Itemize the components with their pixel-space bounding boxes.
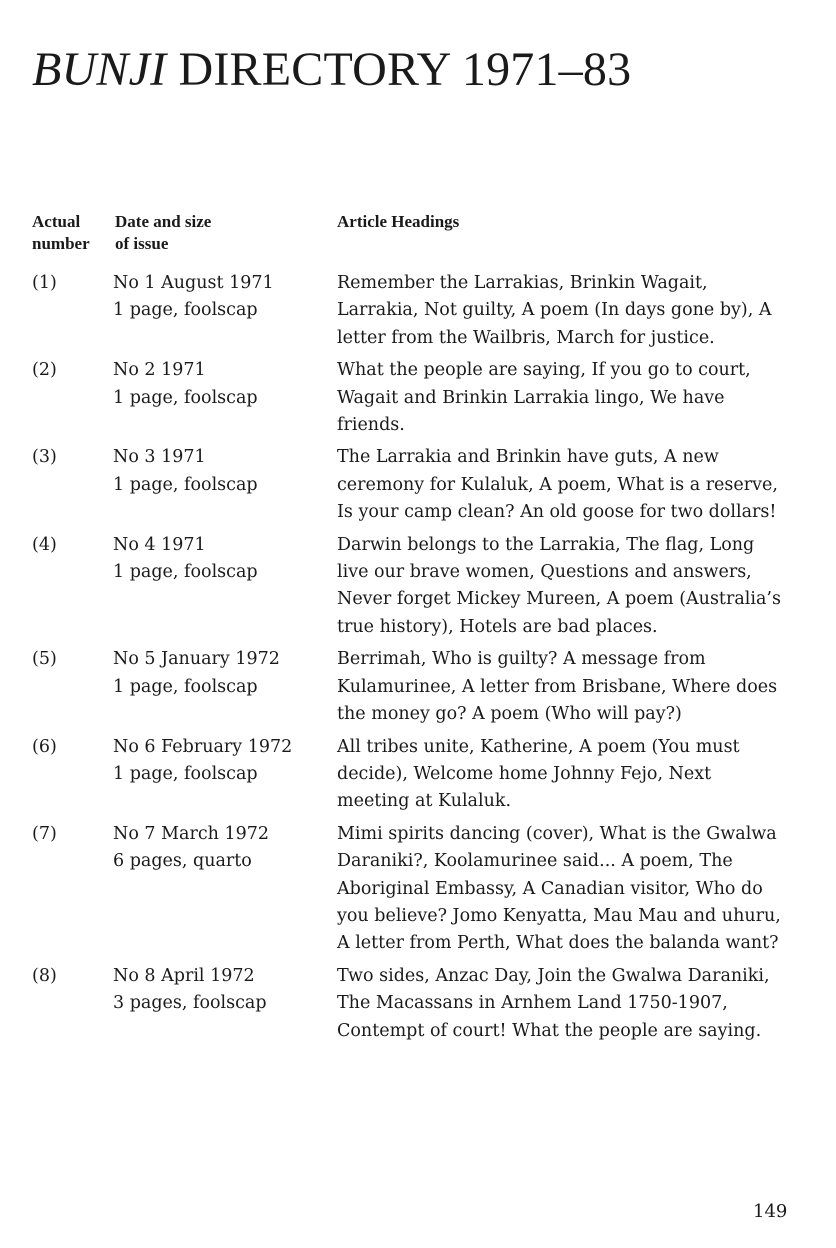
entry-issue-date: No 6 February 1972 <box>113 736 293 757</box>
entry-date-size <box>113 270 337 352</box>
entry-issue-date: No 4 1971 <box>113 534 206 555</box>
entry-date-size <box>113 821 337 958</box>
title-italic-part: BUNJI <box>32 43 167 96</box>
header-actual-number <box>32 211 112 255</box>
entry-date-size <box>113 963 337 1045</box>
entry-article-headings: What the people are saying, If you go to court, Wagait and Brinkin Larrakia lingo, We have friends. <box>337 360 751 436</box>
entry-issue-size: 1 page, foolscap <box>113 474 258 495</box>
entry-issue-size: 6 pages, quarto <box>113 851 252 872</box>
entry-number: (2) <box>32 360 57 381</box>
entry-issue-size: 3 pages, foolscap <box>113 993 267 1014</box>
header-date-size-line1: Date and size <box>115 212 212 231</box>
directory-entry <box>32 821 792 958</box>
entry-number: (4) <box>32 534 57 555</box>
entry-date-size <box>113 532 337 642</box>
entry-issue-size: 1 page, foolscap <box>113 387 258 408</box>
entry-issue-date: No 1 August 1971 <box>113 273 274 293</box>
entry-issue-date: No 2 1971 <box>113 360 206 381</box>
directory-entry <box>32 270 792 352</box>
entry-date-size <box>113 357 337 439</box>
entry-issue-date: No 7 March 1972 <box>113 823 269 844</box>
entry-issue-date: No 5 January 1972 <box>113 649 280 670</box>
entry-number: (3) <box>32 447 57 468</box>
entry-issue-size: 1 page, foolscap <box>113 300 258 321</box>
entry-article-headings: Remember the Larrakias, Brinkin Wagait, Larrakia, Not guilty, A poem (In days gone by), A letter from the Wailbris, March for justice. <box>337 273 772 348</box>
entry-issue-date: No 3 1971 <box>113 447 206 468</box>
header-actual-number-line1: Actual <box>32 212 81 231</box>
entry-article-headings: Two sides, Anzac Day, Join the Gwalwa Daraniki, The Macassans in Arnhem Land 1750-1907, Contempt of court! What the people are saying. <box>337 965 770 1041</box>
header-actual-number-line2: number <box>32 234 90 253</box>
title-main-part: DIRECTORY 1971–83 <box>166 43 632 96</box>
entry-number: (8) <box>32 965 57 986</box>
directory-entries <box>32 270 792 1050</box>
entry-article-headings: Berrimah, Who is guilty? A message from Kulamurinee, A letter from Brisbane, Where does the money go? A poem (Who will pay?) <box>337 649 778 725</box>
entry-article-headings: Darwin belongs to the Larrakia, The flag, Long live our brave women, Questions and answers, Never forget Mickey Mureen, A poem (Australia’s true history), Hotels are bad places. <box>337 534 781 637</box>
directory-entry <box>32 963 792 1045</box>
entry-article-headings: The Larrakia and Brinkin have guts, A new ceremony for Kulaluk, A poem, What is a reserve, Is your camp clean? An old goose for two dollars! <box>337 447 778 523</box>
directory-entry <box>32 357 792 439</box>
entry-number: (5) <box>32 649 57 670</box>
entry-number: (7) <box>32 823 57 844</box>
entry-issue-size: 1 page, foolscap <box>113 763 258 784</box>
entry-number: (1) <box>32 273 57 293</box>
header-date-size-line2: of issue <box>115 234 169 253</box>
entry-issue-date: No 8 April 1972 <box>113 965 255 986</box>
header-article-headings-label: Article Headings <box>337 212 460 231</box>
directory-entry <box>32 734 792 816</box>
header-date-size <box>115 211 325 255</box>
entry-date-size <box>113 734 337 816</box>
entry-date-size <box>113 444 337 526</box>
header-article-headings <box>337 211 777 233</box>
entry-issue-size: 1 page, foolscap <box>113 562 258 583</box>
entry-article-headings: Mimi spirits dancing (cover), What is the Gwalwa Daraniki?, Koolamurinee said... A poem, The Aboriginal Embassy, A Canadian visitor, Who do you believe? Jomo Kenyatta, Mau Mau and uhuru, A letter from Perth, What does the balanda want? <box>337 823 781 954</box>
directory-entry <box>32 444 792 526</box>
directory-entry <box>32 646 792 728</box>
entry-article-headings: All tribes unite, Katherine, A poem (You must decide), Welcome home Johnny Fejo, Next meeting at Kulaluk. <box>337 736 740 812</box>
entry-date-size <box>113 646 337 728</box>
directory-entry <box>32 532 792 642</box>
page-number: 149 <box>753 1201 788 1222</box>
entry-number: (6) <box>32 736 57 757</box>
entry-issue-size: 1 page, foolscap <box>113 676 258 697</box>
page-title <box>32 38 631 102</box>
